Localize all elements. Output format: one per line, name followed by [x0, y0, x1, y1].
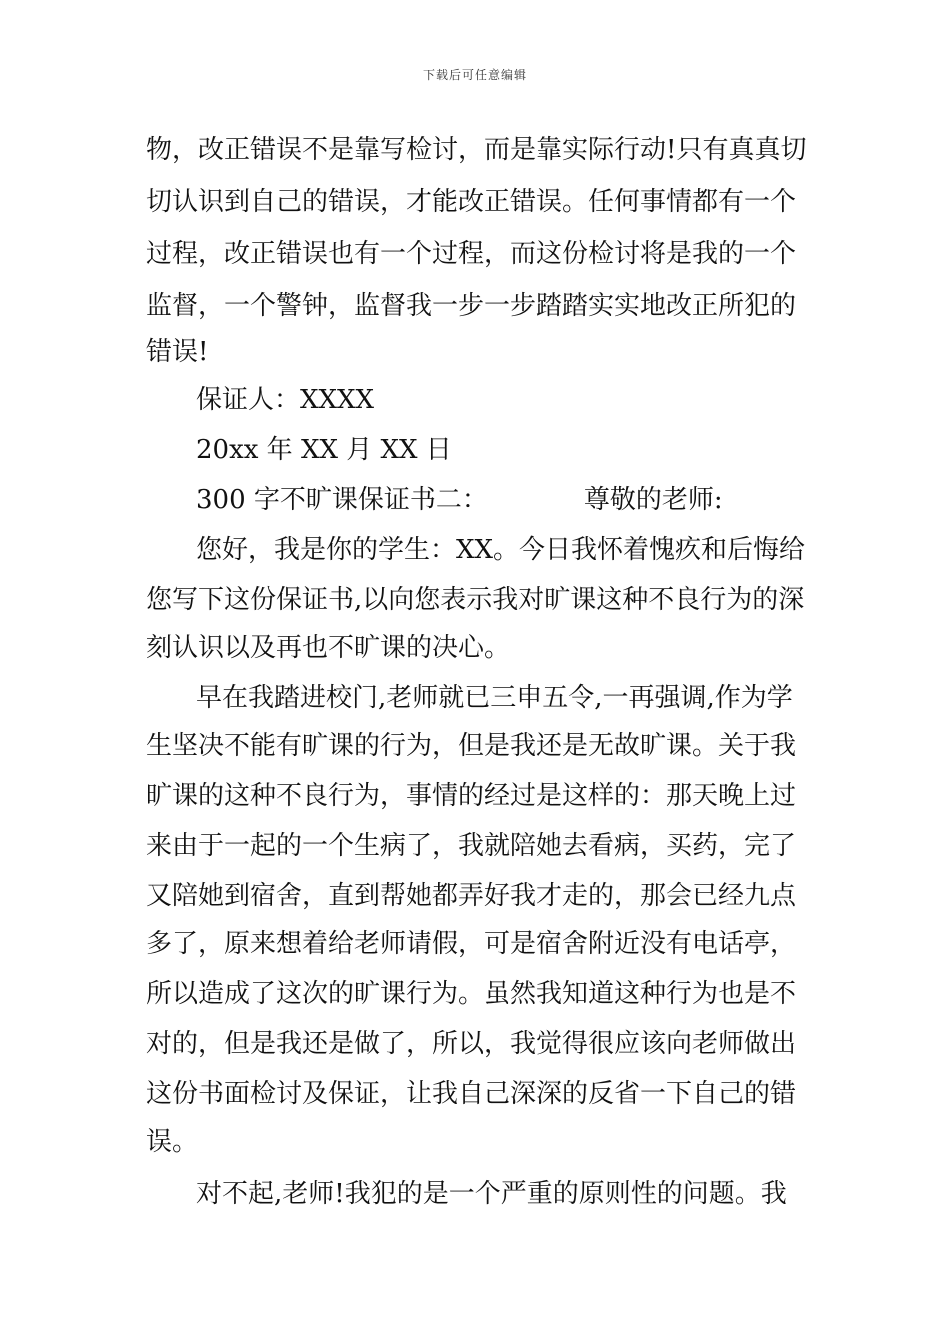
- section-heading: [196, 482, 723, 518]
- text-line: 刻认识以及再也不旷课的决心。: [146, 633, 511, 663]
- text-line: 对不起,老师!我犯的是一个严重的原则性的问题。我: [196, 1179, 787, 1209]
- salutation: 尊敬的老师:: [583, 485, 723, 515]
- text-line: 您写下这份保证书,以向您表示我对旷课这种不良行为的深: [146, 585, 805, 615]
- text-line: 过程，改正错误也有一个过程，而这份检讨将是我的一个: [146, 239, 797, 269]
- text-line: 对的，但是我还是做了，所以，我觉得很应该向老师做出: [146, 1029, 797, 1059]
- text-line: 物，改正错误不是靠写检讨，而是靠实际行动!只有真真切: [146, 135, 807, 165]
- date-line: 20xx 年 XX 月 XX 日: [196, 435, 452, 465]
- text-line: 这份书面检讨及保证，让我自己深深的反省一下自己的错: [146, 1079, 797, 1109]
- text-line: 错误!: [146, 337, 209, 367]
- text-line: 来由于一起的一个生病了，我就陪她去看病，买药，完了: [146, 831, 797, 861]
- text-line: 生坚决不能有旷课的行为，但是我还是无故旷课。关于我: [146, 731, 797, 761]
- page-header: 下载后可任意编辑: [422, 68, 527, 82]
- text-line: 多了，原来想着给老师请假，可是宿舍附近没有电话亭，: [146, 929, 797, 959]
- text-line: 早在我踏进校门,老师就已三申五令,一再强调,作为学: [196, 683, 793, 713]
- text-line: 所以造成了这次的旷课行为。虽然我知道这种行为也是不: [146, 979, 797, 1009]
- text-line: 您好，我是你的学生：XX。今日我怀着愧疚和后悔给: [196, 535, 806, 565]
- text-line: 旷课的这种不良行为，事情的经过是这样的：那天晚上过: [146, 781, 797, 811]
- text-line: 误。: [146, 1127, 199, 1157]
- text-line: 切认识到自己的错误，才能改正错误。任何事情都有一个: [146, 187, 797, 217]
- section-title: 300 字不旷课保证书二：: [196, 485, 488, 515]
- text-line: 又陪她到宿舍，直到帮她都弄好我才走的，那会已经九点: [146, 881, 797, 911]
- text-line: 监督，一个警钟，监督我一步一步踏踏实实地改正所犯的: [146, 291, 797, 321]
- guarantor-line: 保证人：XXXX: [196, 385, 375, 415]
